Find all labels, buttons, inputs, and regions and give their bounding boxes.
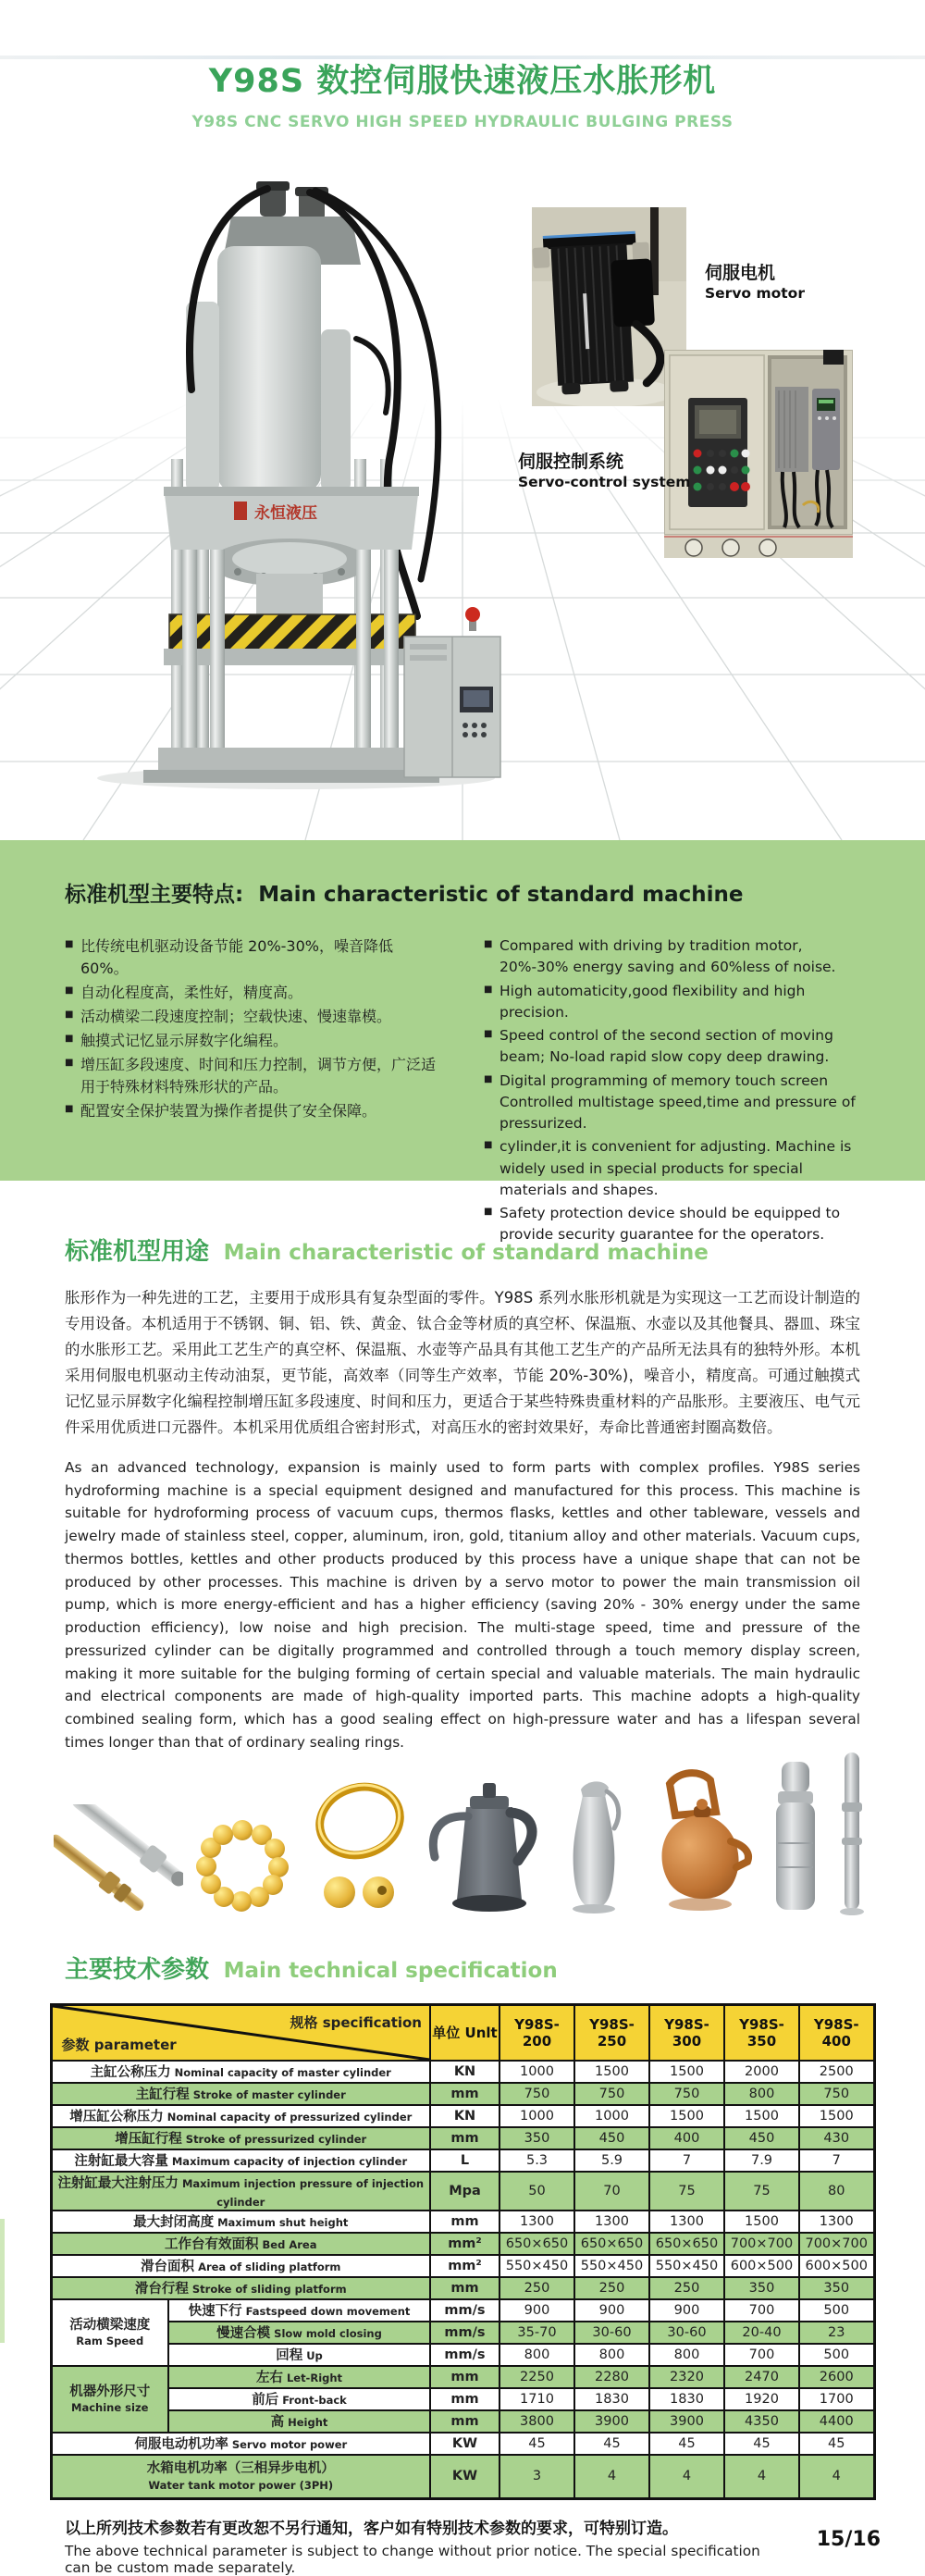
unit-cell: KW [430, 2433, 500, 2455]
servo-motor-label-cn: 伺服电机 [705, 263, 776, 283]
page-title: Y98S 数控伺服快速液压水胀形机 [208, 63, 717, 100]
parameter-cell [51, 2105, 430, 2127]
value-cell: 900 [500, 2299, 574, 2322]
value-cell: 650×650 [500, 2233, 574, 2255]
product-photo-metal-tubes [54, 1804, 183, 1919]
unit-cell: mm [430, 2388, 500, 2410]
spec-table-corner-cell [51, 2004, 430, 2061]
parameter-cell [51, 2172, 430, 2211]
product-photo-gold-bead-bracelet [191, 1804, 293, 1919]
value-cell: 4 [799, 2455, 874, 2499]
servo-control-label [518, 452, 690, 491]
footer-note-en: The above technical parameter is subject to change without prior notice. The special specification can be custom made separately. [65, 2543, 760, 2576]
spec-table-row [51, 2061, 874, 2083]
value-cell: 1000 [500, 2105, 574, 2127]
value-cell: 2500 [799, 2061, 874, 2083]
parameter-cell [168, 2344, 430, 2366]
unit-cell: mm/s [430, 2299, 500, 2322]
spec-table-row [51, 2083, 874, 2105]
value-cell: 4350 [724, 2410, 799, 2433]
product-photos-row [0, 1778, 925, 1919]
features-heading-cn: 标准机型主要特点: [65, 883, 244, 907]
value-cell: 2000 [724, 2061, 799, 2083]
value-cell: 450 [574, 2127, 649, 2149]
parameter-label-en: Let-Right [286, 2372, 343, 2385]
spec-table-row [51, 2172, 874, 2211]
value-cell: 250 [574, 2277, 649, 2299]
parameter-label-en: Water tank motor power (3PH) [148, 2478, 334, 2492]
spec-table-row [51, 2299, 874, 2322]
parameter-label-cn: 最大封闭高度 [133, 2215, 215, 2231]
unit-cell: mm [430, 2410, 500, 2433]
value-cell: 750 [500, 2083, 574, 2105]
page-number: 15/16 [816, 2528, 881, 2552]
spec-table-row [51, 2233, 874, 2255]
features-heading [65, 877, 860, 908]
parameter-label-en: Maximum capacity of injection cylinder [171, 2155, 408, 2169]
spec-table-row [51, 2149, 874, 2172]
value-cell: 450 [724, 2127, 799, 2149]
product-photo-copper-kettle [642, 1767, 758, 1919]
value-cell: 4 [724, 2455, 799, 2499]
parameter-label-en: Nominal capacity of master cylinder [174, 2066, 391, 2080]
parameter-label-cn: 滑台面积 [141, 2260, 195, 2275]
value-cell: 3900 [574, 2410, 649, 2433]
parameter-label-en: Height [288, 2416, 328, 2430]
parameter-label-en: Servo motor power [231, 2438, 348, 2452]
value-cell: 800 [500, 2344, 574, 2366]
model-column-header: Y98S-200 [500, 2004, 574, 2061]
row-group-label-en: Machine size [71, 2400, 149, 2414]
value-cell: 430 [799, 2127, 874, 2149]
photo-section [0, 135, 925, 840]
unit-cell: mm/s [430, 2322, 500, 2344]
row-group-cell [51, 2366, 168, 2433]
value-cell: 1300 [799, 2211, 874, 2233]
usage-paragraph-en: As an advanced technology, expansion is mainly used to form parts with complex profiles. Y98S series hydroforming machine is a special equipment designed and manufactured for this process. This machine is suitable for hydroforming process of vacuum cups, thermos flasks, kettles and other tableware, vessels and jewelry made of stainless steel, copper, aluminum, iron, gold, titanium alloy and other materials. Vacuum cups, thermos bottles, kettles and other products produced by this process have a unique shape that can not be produced by other processes. This machine is driven by a servo motor to power the main transmission oil pump, which is more energy-efficient and has a higher efficiency (saving 20% - 30% energy under the same production efficiency), low noise and high precision. The multi-stage speed, time and pressure of the pressurized cylinder can be digitally programmed and controlled through a touch memory display screen, making it more suitable for the bulging forming of certain special and valuable materials. The main hydraulic and electrical components are made of high-quality imported parts. This machine adopts a high-quality combined sealing form, which has a good sealing effect on high-pressure water and has a lifespan several times longer than that of ordinary sealing rings. [65, 1458, 860, 1751]
value-cell: 900 [649, 2299, 724, 2322]
model-column-header: Y98S-250 [574, 2004, 649, 2061]
parameter-label-en: Nominal capacity of pressurized cylinder [166, 2111, 413, 2124]
product-photo-gold-bangle-and-beads [302, 1777, 413, 1919]
value-cell: 750 [799, 2083, 874, 2105]
parameter-cell [51, 2277, 430, 2299]
unit-cell: mm² [430, 2233, 500, 2255]
unit-cell: mm [430, 2127, 500, 2149]
parameter-cell [51, 2083, 430, 2105]
parameter-label-cn: 水箱电机功率（三相异步电机） [146, 2460, 335, 2476]
value-cell: 700×700 [799, 2233, 874, 2255]
unit-cell: mm² [430, 2255, 500, 2277]
parameter-label-cn: 伺服电动机功率 [134, 2437, 228, 2453]
spec-table-row [51, 2277, 874, 2299]
value-cell: 2470 [724, 2366, 799, 2388]
value-cell: 550×450 [649, 2255, 724, 2277]
value-cell: 4400 [799, 2410, 874, 2433]
value-cell: 3 [500, 2455, 574, 2499]
value-cell: 80 [799, 2172, 874, 2211]
value-cell: 1000 [574, 2105, 649, 2127]
unit-cell: mm/s [430, 2344, 500, 2366]
parameter-cell [51, 2233, 430, 2255]
value-cell: 4 [649, 2455, 724, 2499]
value-cell: 650×650 [649, 2233, 724, 2255]
spec-table-row [51, 2322, 874, 2344]
value-cell: 700 [724, 2299, 799, 2322]
value-cell: 750 [649, 2083, 724, 2105]
spec-table-row [51, 2211, 874, 2233]
parameter-cell [51, 2433, 430, 2455]
parameter-cell [51, 2255, 430, 2277]
parameter-label-cn: 高 [270, 2415, 285, 2431]
usage-heading-en: Main characteristic of standard machine [223, 1241, 709, 1265]
value-cell: 4 [574, 2455, 649, 2499]
parameter-label-en: Maximum shut height [217, 2216, 349, 2230]
value-cell: 600×500 [799, 2255, 874, 2277]
feature-bullet: ■ Safety protection device should be equipped to provide security guarantee for the operators. [484, 1203, 860, 1246]
parameter-cell [51, 2127, 430, 2149]
value-cell: 1830 [574, 2388, 649, 2410]
unit-cell: KN [430, 2061, 500, 2083]
servo-control-label-cn: 伺服控制系统 [518, 452, 624, 472]
feature-bullet: ■ 比传统电机驱动设备节能 20%-30%，噪音降低 60%。 [65, 935, 441, 980]
svg-text:永恒液压: 永恒液压 [254, 504, 317, 523]
value-cell: 550×450 [500, 2255, 574, 2277]
parameter-label-en: Stroke of pressurized cylinder [185, 2133, 367, 2147]
row-group-label-en: Ram Speed [76, 2334, 144, 2347]
left-edge-decoration [0, 2219, 5, 2343]
value-cell: 600×500 [724, 2255, 799, 2277]
value-cell: 1500 [574, 2061, 649, 2083]
spec-table-row [51, 2433, 874, 2455]
parameter-label-cn: 快速下行 [188, 2304, 242, 2320]
parameter-label-en: Up [306, 2349, 323, 2363]
unit-column-header: 单位 Unlt [430, 2004, 500, 2061]
value-cell: 1500 [724, 2211, 799, 2233]
parameter-label-cn: 前后 [252, 2393, 279, 2409]
product-photo-stainless-vacuum-flask [555, 1767, 634, 1919]
value-cell: 700×700 [724, 2233, 799, 2255]
parameter-label-cn: 主缸公称压力 [90, 2065, 171, 2081]
parameter-cell [168, 2299, 430, 2322]
feature-bullet: ■ High automaticity,good flexibility and high precision. [484, 981, 860, 1024]
value-cell: 800 [649, 2344, 724, 2366]
value-cell: 700 [724, 2344, 799, 2366]
parameter-label-cn: 慢速合模 [216, 2326, 271, 2342]
product-photo-dark-grey-kettle [422, 1772, 547, 1919]
unit-cell: mm [430, 2083, 500, 2105]
product-photo-steel-cylinder-part [767, 1758, 824, 1919]
spec-table-row [51, 2344, 874, 2366]
unit-cell: Mpa [430, 2172, 500, 2211]
parameter-label-cn: 注射缸最大注射压力 [57, 2175, 179, 2191]
model-column-header: Y98S-300 [649, 2004, 724, 2061]
spec-heading-cn: 主要技术参数 [65, 1955, 210, 1984]
spec-table [50, 2003, 876, 2501]
value-cell: 7 [649, 2149, 724, 2172]
value-cell: 7 [799, 2149, 874, 2172]
value-cell: 7.9 [724, 2149, 799, 2172]
feature-bullet: ■ Digital programming of memory touch screen Controlled multistage speed,time and pressure of pressurized. [484, 1071, 860, 1135]
value-cell: 45 [799, 2433, 874, 2455]
page-subtitle: Y98S CNC SERVO HIGH SPEED HYDRAULIC BULGING PRESS [191, 113, 734, 131]
usage-heading-cn: 标准机型用途 [65, 1238, 210, 1266]
parameter-label-cn: 主缸行程 [135, 2087, 190, 2103]
parameter-cell [51, 2455, 430, 2499]
value-cell: 75 [649, 2172, 724, 2211]
unit-cell: mm [430, 2211, 500, 2233]
value-cell: 1500 [724, 2105, 799, 2127]
product-photo-steel-rod-part [832, 1749, 871, 1919]
value-cell: 1500 [649, 2105, 724, 2127]
parameter-label-en: Area of sliding platform [198, 2260, 341, 2274]
hydraulic-press-photo [79, 181, 504, 792]
corner-parameter-label: 参数 parameter [61, 2036, 177, 2053]
row-group-label-cn: 活动横梁速度 [69, 2317, 151, 2333]
parameter-label-en: Fastspeed down movement [245, 2305, 411, 2319]
value-cell: 800 [724, 2083, 799, 2105]
row-group-cell [51, 2299, 168, 2366]
features-heading-en: Main characteristic of standard machine [258, 883, 744, 907]
value-cell: 2250 [500, 2366, 574, 2388]
value-cell: 1000 [500, 2061, 574, 2083]
footer-note-cn: 以上所列技术参数若有更改恕不另行通知，客户如有特别技术参数的要求，可特别订造。 [65, 2520, 678, 2539]
footer-note [0, 2515, 925, 2576]
value-cell: 400 [649, 2127, 724, 2149]
value-cell: 3900 [649, 2410, 724, 2433]
spec-table-row [51, 2455, 874, 2499]
value-cell: 900 [574, 2299, 649, 2322]
parameter-label-cn: 工作台有效面积 [165, 2237, 259, 2253]
spec-table-row [51, 2388, 874, 2410]
parameter-cell [168, 2410, 430, 2433]
value-cell: 3800 [500, 2410, 574, 2433]
parameter-cell [168, 2322, 430, 2344]
parameter-cell [168, 2366, 430, 2388]
parameter-label-cn: 回程 [276, 2348, 303, 2364]
servo-motor-photo [532, 207, 686, 406]
value-cell: 500 [799, 2299, 874, 2322]
unit-cell: mm [430, 2366, 500, 2388]
spec-table-header-row [51, 2004, 874, 2061]
value-cell: 750 [574, 2083, 649, 2105]
value-cell: 1830 [649, 2388, 724, 2410]
parameter-label-en: Slow mold closing [274, 2327, 382, 2341]
parameter-label-en: Stroke of sliding platform [191, 2283, 347, 2297]
value-cell: 1300 [649, 2211, 724, 2233]
features-list-en [484, 935, 860, 1246]
spec-heading [65, 1951, 860, 1985]
feature-bullet: ■ cylinder,it is convenient for adjusting. Machine is widely used in special products for special materials and shapes. [484, 1136, 860, 1201]
value-cell: 30-60 [649, 2322, 724, 2344]
parameter-label-cn: 左右 [255, 2371, 283, 2386]
feature-bullet: ■ 配置安全保护装置为操作者提供了安全保障。 [65, 1100, 441, 1122]
value-cell: 70 [574, 2172, 649, 2211]
value-cell: 800 [574, 2344, 649, 2366]
value-cell: 1500 [649, 2061, 724, 2083]
value-cell: 1700 [799, 2388, 874, 2410]
spec-table-row [51, 2410, 874, 2433]
spec-table-row [51, 2366, 874, 2388]
value-cell: 45 [574, 2433, 649, 2455]
value-cell: 20-40 [724, 2322, 799, 2344]
feature-bullet: ■ Compared with driving by tradition motor, 20%-30% energy saving and 60%less of noise. [484, 935, 860, 979]
value-cell: 45 [500, 2433, 574, 2455]
parameter-label-cn: 注射缸最大容量 [74, 2154, 168, 2170]
parameter-label-cn: 增压缸公称压力 [69, 2110, 164, 2125]
spec-table-row [51, 2127, 874, 2149]
value-cell: 1500 [799, 2105, 874, 2127]
parameter-label-en: Front-back [282, 2394, 347, 2408]
value-cell: 35-70 [500, 2322, 574, 2344]
value-cell: 1300 [574, 2211, 649, 2233]
value-cell: 1710 [500, 2388, 574, 2410]
value-cell: 650×650 [574, 2233, 649, 2255]
unit-cell: L [430, 2149, 500, 2172]
spec-table-body [51, 2061, 874, 2499]
parameter-label-cn: 滑台行程 [134, 2282, 189, 2297]
features-list-cn [65, 935, 441, 1122]
value-cell: 250 [500, 2277, 574, 2299]
value-cell: 45 [649, 2433, 724, 2455]
value-cell: 350 [724, 2277, 799, 2299]
parameter-label-en: Maximum injection pressure of injection cylinder [181, 2176, 425, 2209]
row-group-label-cn: 机器外形尺寸 [69, 2384, 151, 2399]
value-cell: 350 [500, 2127, 574, 2149]
feature-bullet: ■ 自动化程度高，柔性好，精度高。 [65, 982, 441, 1004]
value-cell: 50 [500, 2172, 574, 2211]
parameter-label-en: Bed Area [262, 2238, 317, 2252]
parameter-cell [51, 2149, 430, 2172]
servo-motor-label [705, 263, 805, 303]
spec-heading-en: Main technical specification [223, 1958, 558, 1983]
parameter-cell [51, 2061, 430, 2083]
parameter-label-cn: 增压缸行程 [115, 2132, 182, 2148]
spec-table-row [51, 2105, 874, 2127]
value-cell: 23 [799, 2322, 874, 2344]
unit-cell: KN [430, 2105, 500, 2127]
parameter-cell [168, 2388, 430, 2410]
unit-cell: mm [430, 2277, 500, 2299]
value-cell: 550×450 [574, 2255, 649, 2277]
value-cell: 1300 [500, 2211, 574, 2233]
feature-bullet: ■ 触摸式记忆显示屏数字化编程。 [65, 1030, 441, 1052]
value-cell: 30-60 [574, 2322, 649, 2344]
value-cell: 75 [724, 2172, 799, 2211]
value-cell: 5.3 [500, 2149, 574, 2172]
value-cell: 500 [799, 2344, 874, 2366]
model-column-header: Y98S-400 [799, 2004, 874, 2061]
value-cell: 2280 [574, 2366, 649, 2388]
feature-bullet: ■ Speed control of the second section of moving beam; No-load rapid slow copy deep drawing. [484, 1025, 860, 1069]
servo-control-system-photo [664, 350, 853, 558]
page-top-edge-artifact [0, 56, 925, 59]
value-cell: 2600 [799, 2366, 874, 2388]
value-cell: 45 [724, 2433, 799, 2455]
corner-specification-label: 规格 specification [290, 2013, 422, 2031]
unit-cell: KW [430, 2455, 500, 2499]
spec-table-row [51, 2255, 874, 2277]
features-box [0, 840, 925, 1244]
servo-motor-label-en: Servo motor [705, 284, 805, 302]
usage-paragraph-cn: 胀形作为一种先进的工艺，主要用于成形具有复杂型面的零件。Y98S 系列水胀形机就是为实现这一工艺而设计制造的专用设备。本机适用于不锈钢、铜、铝、铁、黄金、钛合金等材质的真空杯、保温瓶、水壶以及其他餐具、器皿、珠宝的水胀形工艺。采用此工艺生产的真空杯、保温瓶、水壶等产品具有其他工艺生产的产品所无法具有的独特外形。本机采用伺服电机驱动主传动油泵，更节能，高效率（同等生产效率，节能 20%-30%)，噪音小，精度高。可通过触摸式记忆显示屏数字化编程控制增压缸多段速度、时间和压力，更适合于某些特殊贵重材料的产品胀形。主要液压、电气元件采用优质进口元器件。本机采用优质组合密封形式，对高压水的密封效果好，寿命比普通密封圈高数倍。 [65, 1289, 860, 1437]
value-cell: 250 [649, 2277, 724, 2299]
value-cell: 1920 [724, 2388, 799, 2410]
feature-bullet: ■ 增压缸多段速度、时间和压力控制，调节方便，广泛适用于特殊材料特殊形状的产品。 [65, 1054, 441, 1098]
parameter-label-en: Stroke of master cylinder [192, 2088, 346, 2102]
feature-bullet: ■ 活动横梁二段速度控制；空载快速、慢速靠模。 [65, 1006, 441, 1028]
value-cell: 2320 [649, 2366, 724, 2388]
value-cell: 5.9 [574, 2149, 649, 2172]
parameter-cell [51, 2211, 430, 2233]
value-cell: 350 [799, 2277, 874, 2299]
servo-control-label-en: Servo-control system [518, 473, 691, 490]
usage-section [0, 1232, 925, 1754]
model-column-header: Y98S-350 [724, 2004, 799, 2061]
